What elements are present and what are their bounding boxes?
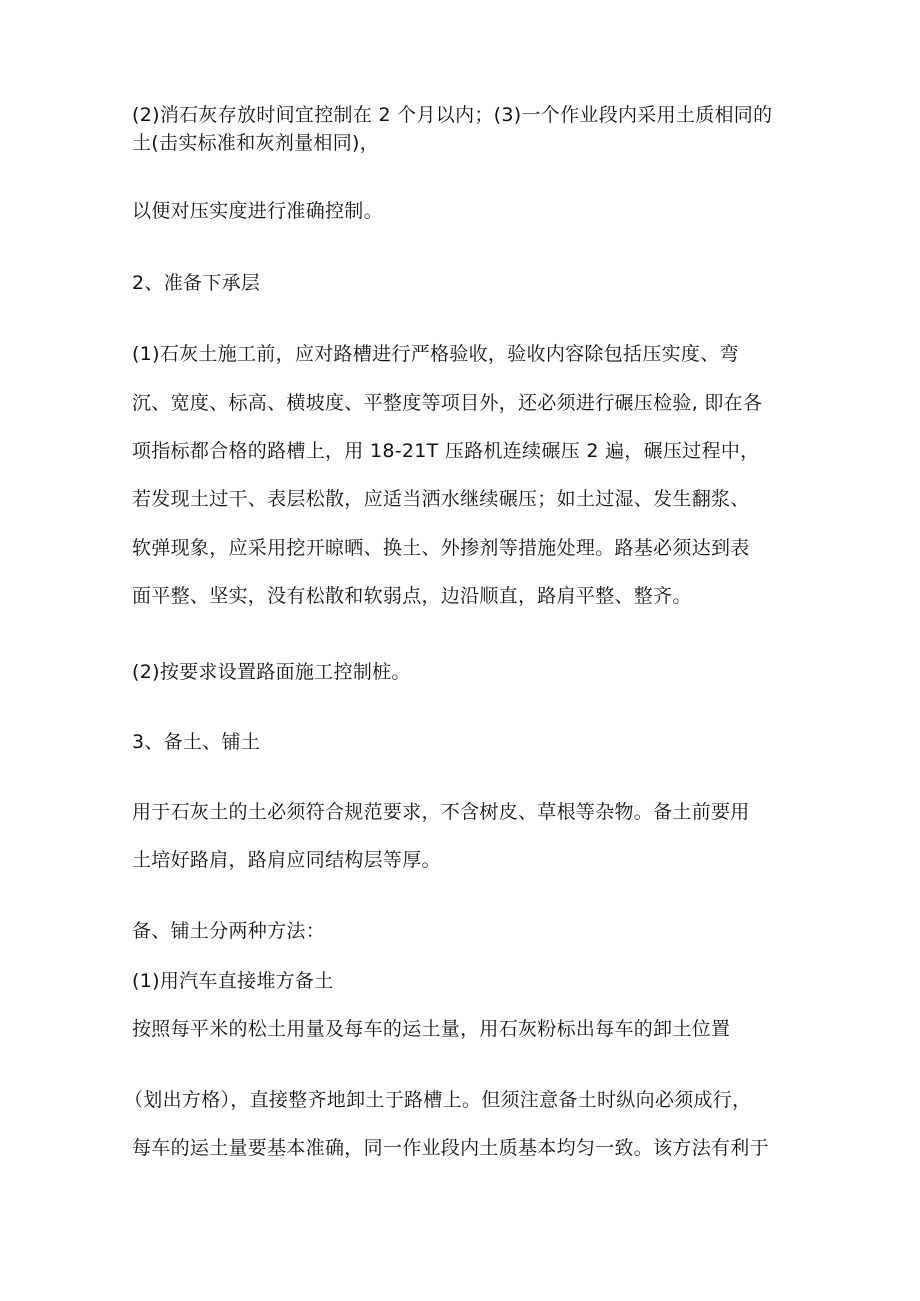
text-line: 若发现土过干、表层松散，应适当洒水继续碾压；如土过湿、发生翻浆、 <box>132 488 750 510</box>
text-line: 土(击实标准和灰剂量相同)， <box>132 132 380 154</box>
text-line: 用于石灰土的土必须符合规范要求，不含树皮、草根等杂物。备土前要用 <box>132 801 750 823</box>
text-line: 沉、宽度、标高、横坡度、平整度等项目外，还必须进行碾压检验, 即在各 <box>132 392 763 414</box>
section-heading: 3、备土、铺土 <box>132 731 261 753</box>
text-line: 软弹现象，应采用挖开晾晒、换土、外掺剂等措施处理。路基必须达到表 <box>132 537 750 559</box>
text-line: 土培好路肩，路肩应同结构层等厚。 <box>132 849 441 871</box>
text-line: （划出方格），直接整齐地卸土于路槽上。但须注意备土时纵向必须成行， <box>124 1089 752 1111</box>
text-line: 以便对压实度进行准确控制。 <box>132 200 383 222</box>
text-line: 按照每平米的松土用量及每车的运土量，用石灰粉标出每车的卸土位置 <box>132 1018 731 1040</box>
text-line: 备、铺土分两种方法： <box>132 920 326 942</box>
text-line: 每车的运土量要基本准确，同一作业段内土质基本均匀一致。该方法有利于 <box>132 1137 769 1159</box>
text-line: (2)消石灰存放时间宜控制在 2 个月以内；(3)一个作业段内采用土质相同的 <box>132 104 773 126</box>
text-line: (1)石灰土施工前，应对路槽进行严格验收，验收内容除包括压实度、弯 <box>132 343 739 365</box>
text-line: (2)按要求设置路面施工控制桩。 <box>132 661 411 683</box>
text-line: (1)用汽车直接堆方备土 <box>132 970 334 992</box>
text-line: 面平整、坚实，没有松散和软弱点，边沿顺直，路肩平整、整齐。 <box>132 585 692 607</box>
section-heading: 2、准备下承层 <box>132 272 261 294</box>
text-line: 项指标都合格的路槽上，用 18-21T 压路机连续碾压 2 遍，碾压过程中， <box>132 440 760 462</box>
